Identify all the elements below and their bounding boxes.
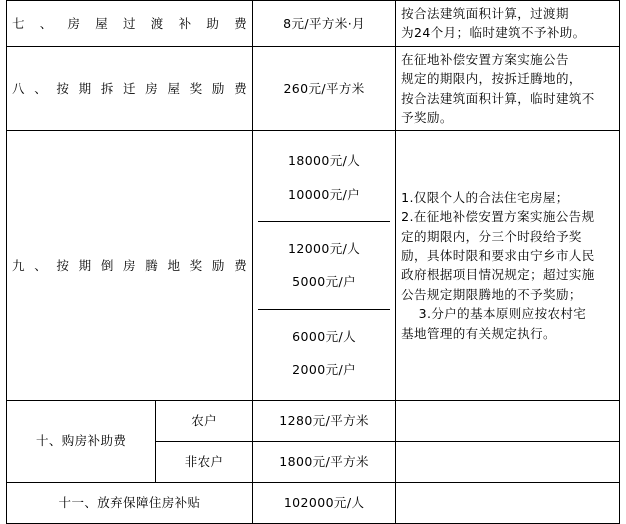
row-amount: 1800元/平方米 (253, 441, 396, 482)
row-note (396, 46, 620, 131)
note-line: 按合法建筑面积计算，过渡期 (401, 6, 569, 21)
row-note (396, 441, 620, 482)
amount-value: 5000元/户 (292, 274, 356, 290)
amount-value: 2000元/户 (292, 362, 356, 378)
row-amount-groups (253, 131, 396, 400)
table-row (7, 400, 620, 441)
row-amount: 102000元/人 (253, 482, 396, 523)
row-item-label: 十一、放弃保障住房补贴 (7, 482, 253, 523)
row-note (396, 400, 620, 441)
compensation-table (6, 0, 620, 524)
note-line: 按合法建筑面积计算，临时建筑不 (401, 90, 595, 106)
amount-value: 10000元/户 (287, 186, 361, 202)
note-line: 基地管理的有关规定执行。 (401, 325, 556, 341)
note-line: 定的期限内，分三个时段给予奖 (401, 228, 582, 244)
note-line: 予奖励。 (401, 109, 453, 125)
note-line: 规定的期限内，按拆迁腾地的， (401, 71, 582, 87)
row-note (396, 131, 620, 400)
amount-value: 12000元/人 (287, 241, 361, 256)
note-line: 政府根据项目情况规定；超过实施 (401, 267, 595, 283)
row-sub-label: 农户 (156, 400, 253, 441)
amount-group (258, 310, 390, 397)
table-row (7, 1, 620, 47)
note-line: 2.在征地补偿安置方案实施公告规 (401, 209, 595, 225)
row-note (396, 1, 620, 47)
amount-group (258, 222, 390, 310)
amount-value: 6000元/人 (292, 328, 356, 344)
note-line: 公告规定期限腾地的不予奖励； (401, 286, 582, 302)
note-line: 励，具体时限和要求由宁乡市人民 (401, 248, 595, 263)
note-line: 1.仅限个人的合法住宅房屋； (401, 189, 569, 205)
table-row (7, 46, 620, 131)
row-amount: 260元/平方米 (253, 46, 396, 131)
row-item-label: 八、按期拆迁房屋奖励费 (7, 46, 253, 131)
row-note (396, 482, 620, 523)
row-item-label: 十、购房补助费 (7, 400, 156, 482)
row-amount: 1280元/平方米 (253, 400, 396, 441)
amount-value: 18000元/人 (287, 153, 361, 169)
note-line: 3.分户的基本原则应按农村宅 (418, 306, 587, 322)
note-line: 为24个月；临时建筑不予补助。 (401, 25, 586, 41)
table-row (7, 131, 620, 400)
table-row (7, 482, 620, 523)
note-line: 在征地补偿安置方案实施公告 (401, 51, 569, 67)
amount-group (258, 134, 390, 222)
row-item-label: 七、房屋过渡补助费 (7, 1, 253, 47)
row-sub-label: 非农户 (156, 441, 253, 482)
row-item-label: 九、按期倒房腾地奖励费 (7, 131, 253, 400)
row-amount: 8元/平方米·月 (253, 1, 396, 47)
